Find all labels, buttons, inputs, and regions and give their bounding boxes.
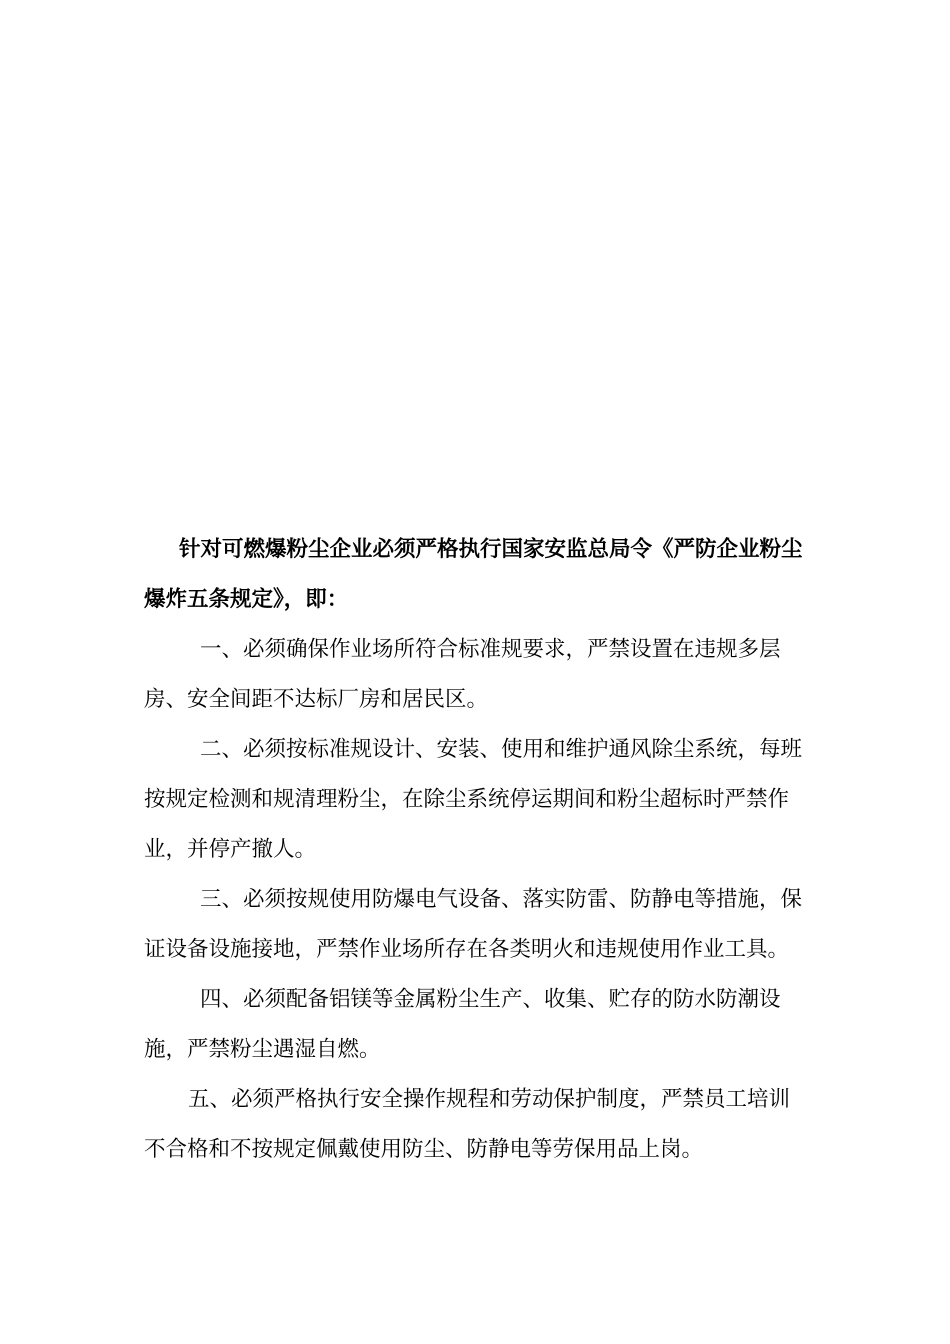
document-body	[144, 525, 806, 1175]
intro-paragraph: 针对可燃爆粉尘企业必须严格执行国家安监总局令《严防企业粉尘爆炸五条规定》，即：	[144, 537, 803, 612]
rule-paragraph-1: 一、必须确保作业场所符合标准规要求，严禁设置在违规多层房、安全间距不达标厂房和居民区。	[144, 637, 781, 712]
rule-paragraph-3: 三、必须按规使用防爆电气设备、落实防雷、防静电等措施，保证设备设施接地，严禁作业场所存在各类明火和违规使用作业工具。	[144, 887, 803, 962]
rule-paragraph-2: 二、必须按标准规设计、安装、使用和维护通风除尘系统，每班按规定检测和规清理粉尘，在除尘系统停运期间和粉尘超标时严禁作业，并停产撤人。	[144, 737, 803, 862]
rule-paragraph-4: 四、必须配备铝镁等金属粉尘生产、收集、贮存的防水防潮设施，严禁粉尘遇湿自燃。	[144, 987, 781, 1062]
rule-paragraph-5: 五、必须严格执行安全操作规程和劳动保护制度，严禁员工培训不合格和不按规定佩戴使用防尘、防静电等劳保用品上岗。	[144, 1087, 791, 1162]
